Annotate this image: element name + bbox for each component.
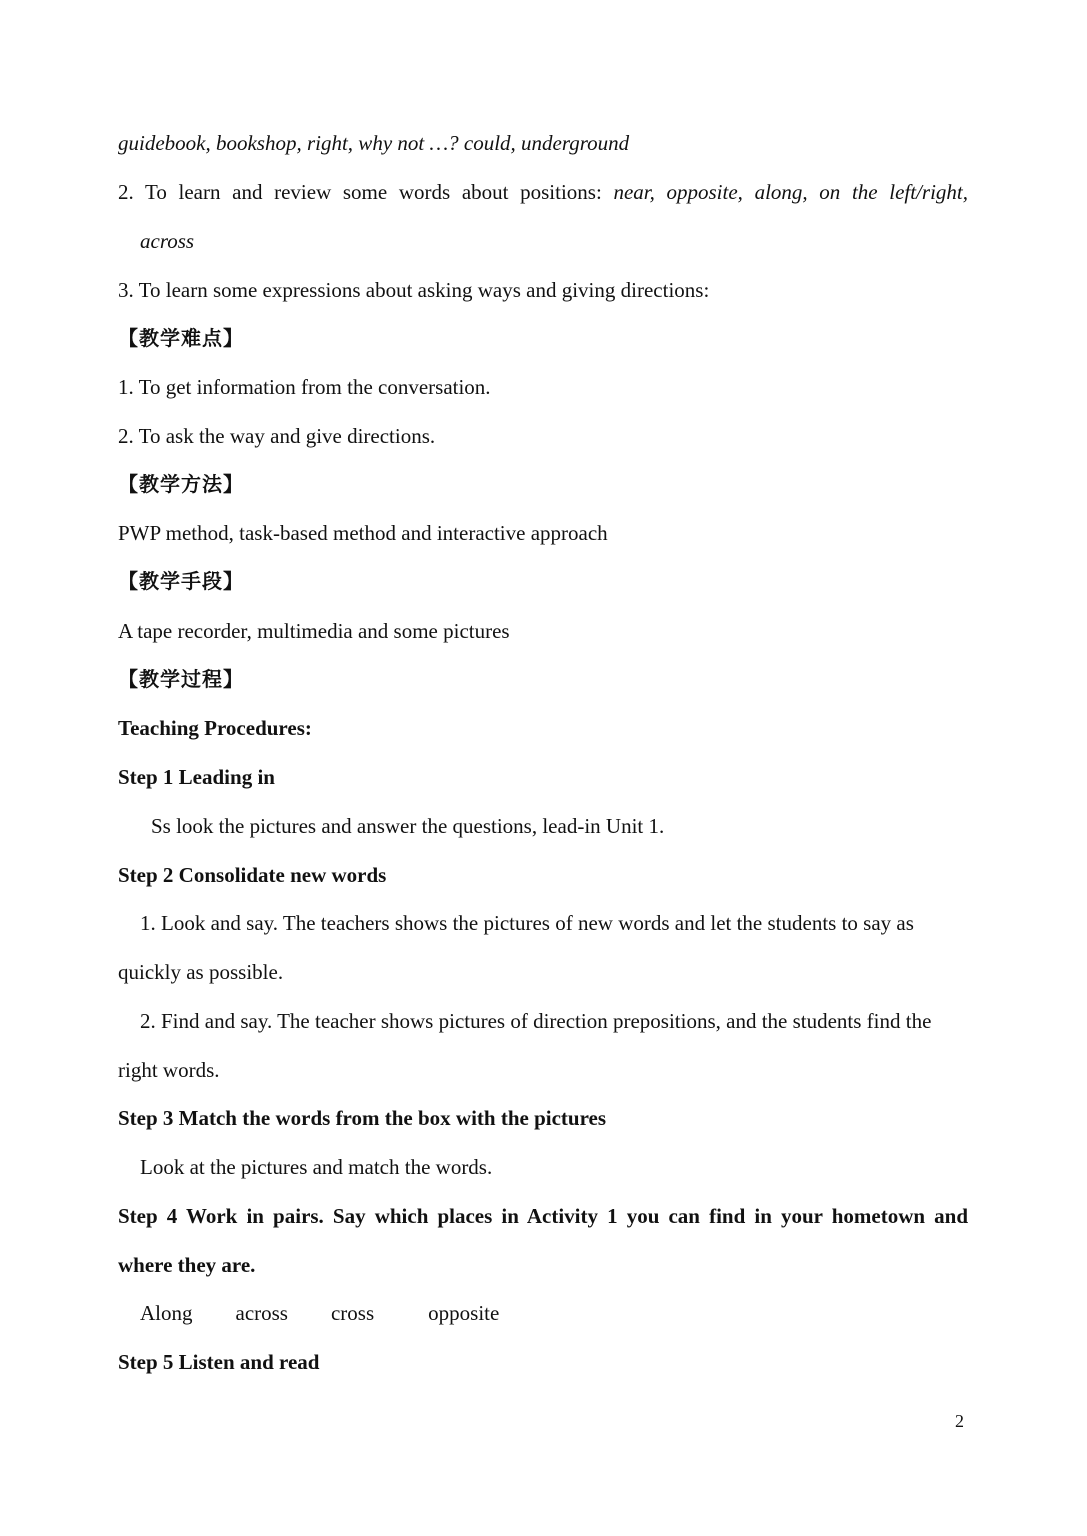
section-heading-means: 【教学手段】 xyxy=(118,569,244,593)
section-heading-process: 【教学过程】 xyxy=(118,667,244,691)
step-3-title: Step 3 Match the words from the box with the pictures xyxy=(118,1106,607,1130)
word-across: across xyxy=(235,1301,288,1325)
methods-text: PWP method, task-based method and interactive approach xyxy=(118,521,608,545)
section-heading-methods: 【教学方法】 xyxy=(118,472,244,496)
step-4-word-list xyxy=(140,1300,990,1326)
word-cross: cross xyxy=(330,1301,375,1325)
objective-item-2 xyxy=(118,179,968,205)
objective-item-2-prefix: 2. To learn and review some words about positions: xyxy=(118,180,614,204)
difficulty-item-2: 2. To ask the way and give directions. xyxy=(118,424,436,448)
objective-item-2-positions: near, opposite, along, on the left/right, xyxy=(613,180,968,204)
procedures-title: Teaching Procedures: xyxy=(118,716,312,740)
difficulty-item-1: 1. To get information from the conversation. xyxy=(118,375,491,399)
page-number: 2 xyxy=(955,1411,964,1431)
step-1-title: Step 1 Leading in xyxy=(118,765,275,789)
word-along: Along xyxy=(140,1301,193,1325)
step-1-text: Ss look the pictures and answer the questions, lead-in Unit 1. xyxy=(151,814,665,838)
word-opposite: opposite xyxy=(428,1301,500,1325)
step-2-item-1: 1. Look and say. The teachers shows the pictures of new words and let the students to say as xyxy=(140,911,914,935)
means-text: A tape recorder, multimedia and some pictures xyxy=(118,619,510,643)
step-4-title-continued: where they are. xyxy=(118,1253,256,1277)
step-2-item-1-continued: quickly as possible. xyxy=(118,960,284,984)
vocabulary-line: guidebook, bookshop, right, why not …? could, underground xyxy=(118,131,630,155)
step-2-title: Step 2 Consolidate new words xyxy=(118,863,387,887)
step-2-item-2: 2. Find and say. The teacher shows pictures of direction prepositions, and the students find the xyxy=(140,1009,932,1033)
step-3-text: Look at the pictures and match the words. xyxy=(140,1155,493,1179)
section-heading-difficulties: 【教学难点】 xyxy=(118,326,244,350)
step-2-item-2-continued: right words. xyxy=(118,1058,220,1082)
objective-item-2-continued: across xyxy=(140,229,195,253)
step-4-title: Step 4 Work in pairs. Say which places in Activity 1 you can find in your hometown and xyxy=(118,1204,968,1228)
objective-item-3: 3. To learn some expressions about asking ways and giving directions: xyxy=(118,278,710,302)
step-5-title: Step 5 Listen and read xyxy=(118,1350,320,1374)
